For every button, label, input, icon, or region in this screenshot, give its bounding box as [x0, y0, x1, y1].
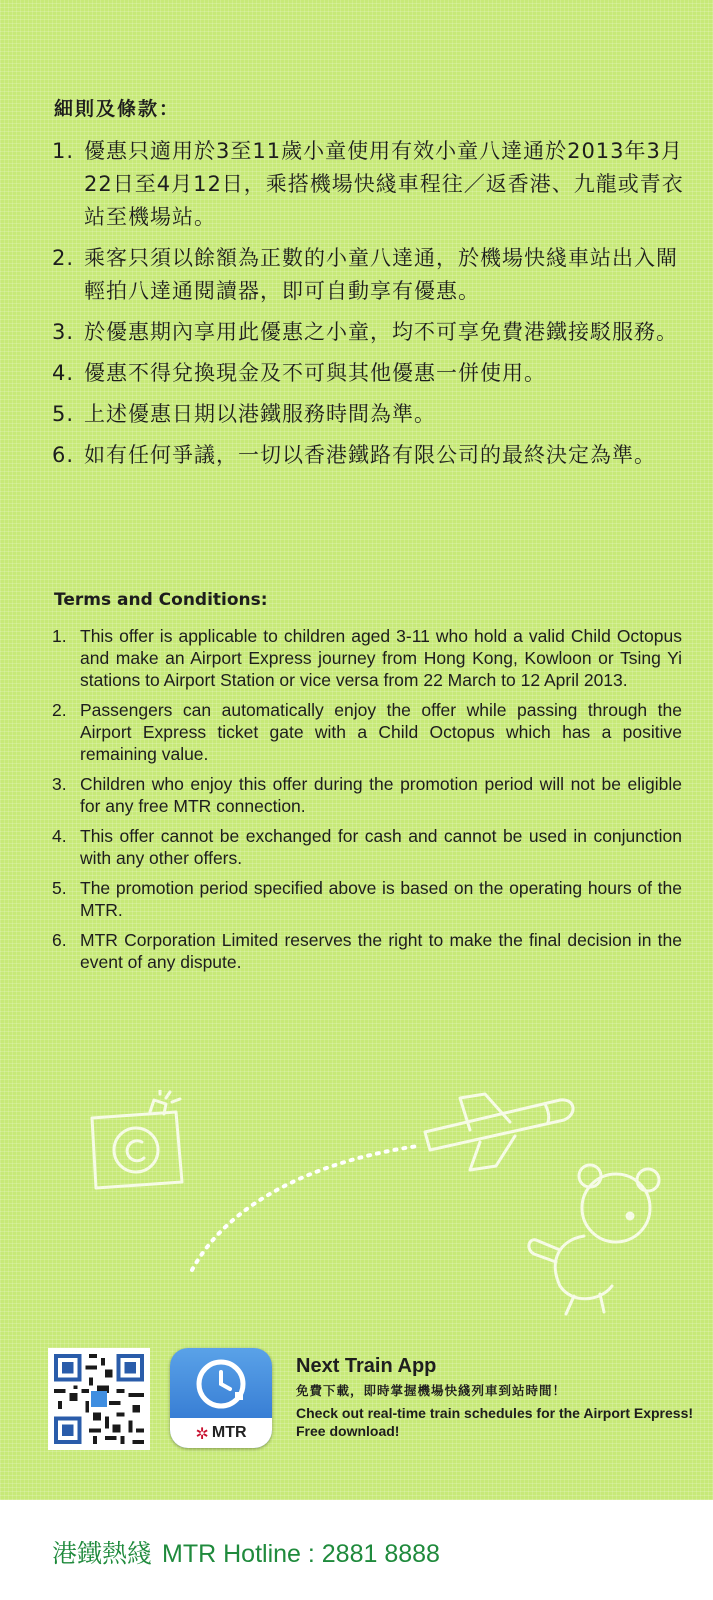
en-term-text: This offer cannot be exchanged for cash and cannot be used in conjunction with any other offers.	[80, 826, 682, 868]
travel-doodles	[0, 1090, 713, 1320]
app-description-en: Check out real-time train schedules for the Airport Express! Free download!	[296, 1405, 694, 1439]
zh-term-number: 6.	[52, 443, 75, 467]
hotline	[52, 1534, 440, 1570]
mtr-logo-icon: ✲	[195, 1423, 209, 1443]
en-term-text: Passengers can automatically enjoy the offer while passing through the Airport Express ticket gate with a Child Octopus which has a positive remaining value.	[80, 700, 682, 764]
app-icon-label-bar	[170, 1418, 272, 1448]
zh-terms-heading: 細則及條款：	[54, 98, 181, 120]
zh-term-item	[52, 439, 692, 472]
zh-term-item	[52, 242, 692, 308]
en-term-number: 2.	[52, 700, 67, 720]
clock-icon	[170, 1348, 272, 1418]
en-terms-list	[52, 625, 682, 981]
en-term-number: 1.	[52, 626, 67, 646]
en-term-number: 4.	[52, 826, 67, 846]
en-term-item	[52, 929, 682, 973]
hotline-zh: 港鐵熱綫	[52, 1539, 153, 1568]
hotline-number[interactable]: MTR Hotline : 2881 8888	[162, 1540, 440, 1568]
app-icon-label: MTR	[211, 1424, 247, 1441]
footer	[0, 1500, 713, 1600]
en-term-number: 6.	[52, 930, 67, 950]
camera-icon	[92, 1090, 182, 1188]
zh-term-item	[52, 316, 692, 349]
zh-term-text: 乘客只須以餘額為正數的小童八達通，於機場快綫車站出入閘輕拍八達通閱讀器，即可自動享有優惠。	[84, 246, 678, 303]
en-term-text: The promotion period specified above is based on the operating hours of the MTR.	[80, 878, 682, 920]
en-term-text: MTR Corporation Limited reserves the right to make the final decision in the event of any dispute.	[80, 930, 682, 972]
zh-term-text: 上述優惠日期以港鐵服務時間為準。	[84, 402, 436, 426]
zh-term-number: 2.	[52, 246, 75, 270]
en-term-item	[52, 773, 682, 817]
zh-term-text: 於優惠期內享用此優惠之小童，均不可享免費港鐵接駁服務。	[84, 320, 678, 344]
zh-term-text: 優惠不得兌換現金及不可與其他優惠一併使用。	[84, 361, 546, 385]
zh-term-item	[52, 135, 692, 234]
qr-code[interactable]	[48, 1348, 150, 1450]
en-term-item	[52, 625, 682, 691]
zh-term-text: 如有任何爭議，一切以香港鐵路有限公司的最終決定為準。	[84, 443, 656, 467]
en-term-item	[52, 877, 682, 921]
en-term-item	[52, 825, 682, 869]
en-term-text: Children who enjoy this offer during the promotion period will not be eligible for any free MTR connection.	[80, 774, 682, 816]
zh-term-text: 優惠只適用於3至11歲小童使用有效小童八達通於2013年3月22日至4月12日，乘搭機場快綫車程往／返香港、九龍或青衣站至機場站。	[84, 139, 684, 229]
zh-term-number: 3.	[52, 320, 75, 344]
en-term-item	[52, 699, 682, 765]
zh-term-item	[52, 398, 692, 431]
next-train-app-icon[interactable]	[170, 1348, 272, 1448]
airplane-icon	[425, 1094, 573, 1170]
flight-path-dotted-line	[192, 1146, 418, 1270]
en-term-number: 3.	[52, 774, 67, 794]
zh-term-number: 5.	[52, 402, 75, 426]
zh-term-item	[52, 357, 692, 390]
en-term-text: This offer is applicable to children aged 3-11 who hold a valid Child Octopus and make an Airport Express journey from Hong Kong, Kowloon or Tsing Yi stations to Airport Station or vice versa from 22 March to 12 April 2013.	[80, 626, 682, 690]
en-terms-heading: Terms and Conditions:	[54, 590, 268, 610]
app-description-zh: 免費下載，即時掌握機場快綫列車到站時間！	[296, 1383, 567, 1398]
teddy-bear-icon	[529, 1165, 659, 1314]
zh-term-number: 1.	[52, 139, 75, 163]
en-term-number: 5.	[52, 878, 67, 898]
app-title: Next Train App	[296, 1355, 437, 1377]
app-promo	[296, 1355, 696, 1440]
zh-term-number: 4.	[52, 361, 75, 385]
zh-terms-list	[52, 135, 692, 480]
